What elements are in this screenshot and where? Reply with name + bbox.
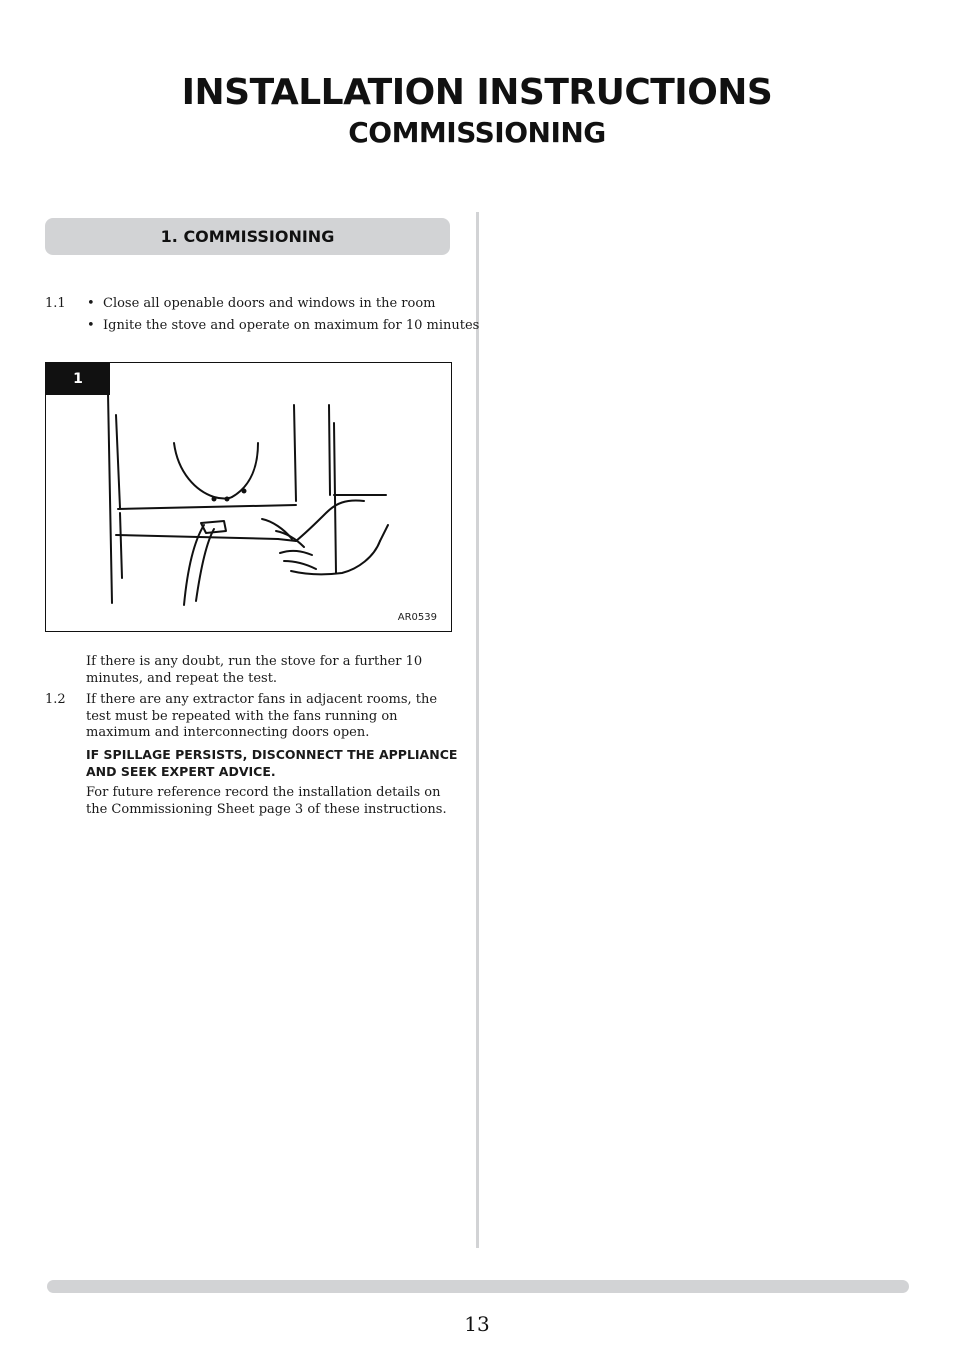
- section-heading: 1. COMMISSIONING: [45, 218, 450, 255]
- bullet-text: Close all openable doors and windows in the room: [103, 296, 436, 311]
- step-1-2-paragraph: If there are any extractor fans in adjacent rooms, the test must be repeated with the fans running on maximum and interconnecting doors open.: [86, 692, 438, 740]
- figure-reference: AR0539: [397, 612, 437, 623]
- figure-label: 1: [46, 363, 110, 395]
- bullet-text: Ignite the stove and operate on maximum for 10 minutes: [103, 318, 480, 333]
- bullet-glyph: •: [87, 296, 95, 311]
- footer-bar: [47, 1280, 909, 1293]
- doubt-paragraph: If there is any doubt, run the stove for a further 10 minutes, and repeat the test.: [86, 654, 423, 686]
- bullet-glyph: •: [87, 318, 95, 333]
- bullet-item: [87, 296, 457, 311]
- warning-paragraph: IF SPILLAGE PERSISTS, DISCONNECT THE APPLIANCE AND SEEK EXPERT ADVICE.: [86, 747, 458, 779]
- reference-paragraph: For future reference record the installation details on the Commissioning Sheet page 3 of these instructions.: [86, 785, 447, 817]
- page-number: 13: [464, 1312, 490, 1336]
- stove-test-illustration: [46, 363, 451, 631]
- page-title: INSTALLATION INSTRUCTIONS: [181, 72, 773, 113]
- column-divider: [476, 212, 479, 1248]
- page-subtitle: COMMISSIONING: [348, 116, 606, 149]
- bullet-item: [87, 318, 480, 333]
- step-number-1-2: 1.2: [45, 692, 66, 707]
- figure-1: [45, 362, 452, 632]
- step-number-1-1: 1.1: [45, 296, 66, 311]
